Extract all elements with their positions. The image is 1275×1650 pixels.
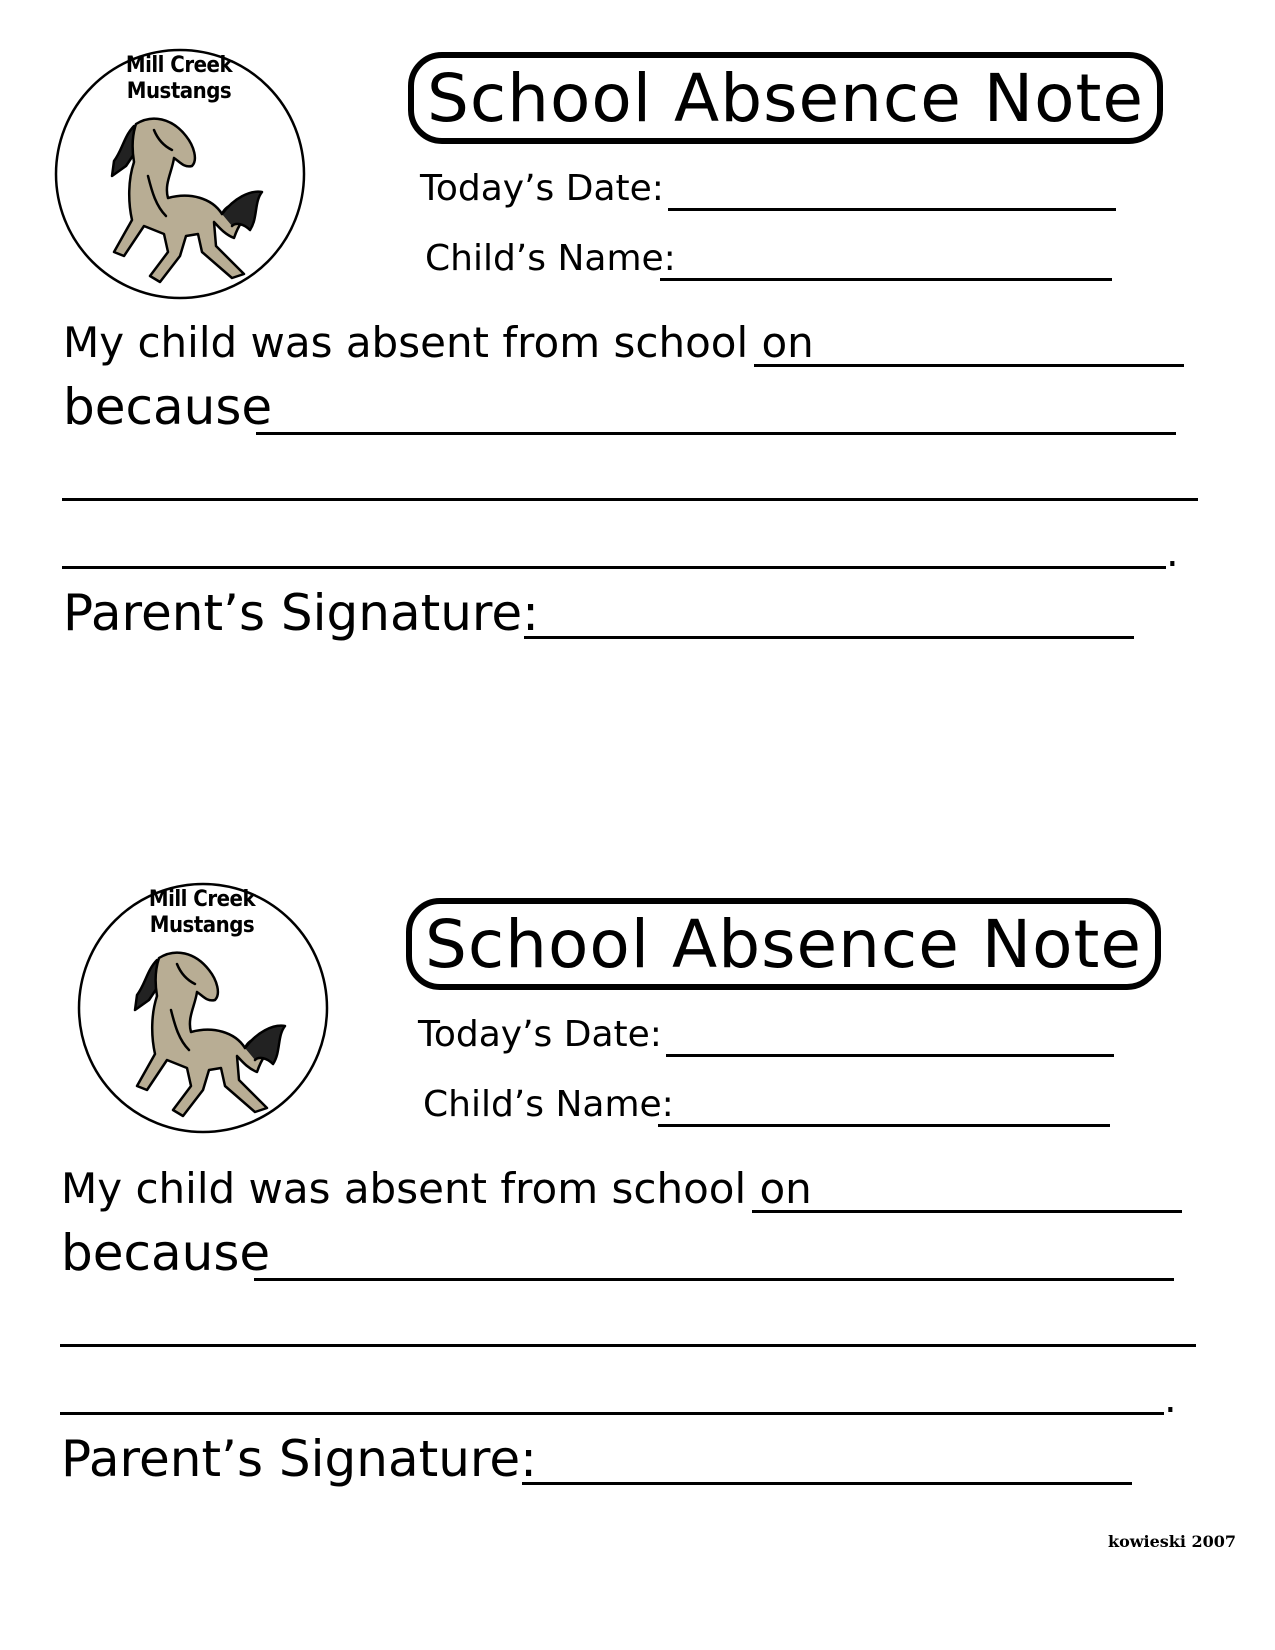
reason-line-3[interactable] xyxy=(60,1412,1164,1415)
school-logo xyxy=(77,882,329,1134)
absence-note-form xyxy=(0,846,1275,1646)
logo-text-line1: Mill Creek xyxy=(148,887,256,912)
reason-period: . xyxy=(1166,530,1179,576)
because-label: because xyxy=(63,378,273,436)
childs-name-line[interactable] xyxy=(658,1124,1110,1127)
author-credit: kowieski 2007 xyxy=(1108,1532,1237,1551)
reason-line-1[interactable] xyxy=(254,1278,1174,1281)
mustang-horse-icon xyxy=(94,106,264,286)
reason-line-2[interactable] xyxy=(62,498,1198,501)
because-label: because xyxy=(61,1224,271,1282)
todays-date-line[interactable] xyxy=(668,208,1116,211)
absent-date-label: My child was absent from school on xyxy=(63,318,814,367)
todays-date-line[interactable] xyxy=(666,1054,1114,1057)
todays-date-label: Today’s Date: xyxy=(418,1014,662,1055)
signature-label: Parent’s Signature: xyxy=(63,584,539,642)
childs-name-line[interactable] xyxy=(660,278,1112,281)
absent-date-label: My child was absent from school on xyxy=(61,1164,812,1213)
logo-text-line2: Mustangs xyxy=(126,79,232,104)
school-logo xyxy=(54,48,306,300)
logo-text-line2: Mustangs xyxy=(149,913,255,938)
reason-line-3[interactable] xyxy=(62,566,1166,569)
absence-note-form xyxy=(0,0,1275,800)
todays-date-label: Today’s Date: xyxy=(420,168,664,209)
absent-date-line[interactable] xyxy=(752,1210,1182,1213)
signature-line[interactable] xyxy=(524,636,1134,639)
signature-line[interactable] xyxy=(522,1482,1132,1485)
absent-date-line[interactable] xyxy=(754,364,1184,367)
childs-name-label: Child’s Name: xyxy=(425,238,676,279)
reason-line-2[interactable] xyxy=(60,1344,1196,1347)
form-title: School Absence Note xyxy=(406,898,1161,990)
childs-name-label: Child’s Name: xyxy=(423,1084,674,1125)
reason-period: . xyxy=(1164,1376,1177,1422)
reason-line-1[interactable] xyxy=(256,432,1176,435)
mustang-horse-icon xyxy=(117,940,287,1120)
logo-text-line1: Mill Creek xyxy=(125,53,233,78)
form-title: School Absence Note xyxy=(408,52,1163,144)
signature-label: Parent’s Signature: xyxy=(61,1430,537,1488)
